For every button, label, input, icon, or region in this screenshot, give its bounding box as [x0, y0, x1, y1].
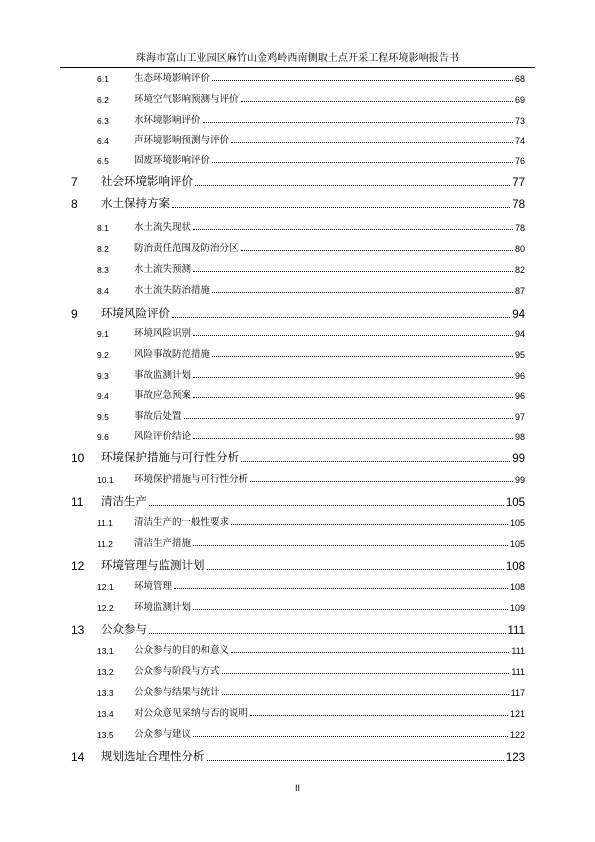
toc-entry-page: 111	[511, 646, 525, 656]
toc-entry-page: 98	[514, 432, 525, 442]
toc-entry-page: 94	[514, 329, 525, 339]
toc-entry-title: 风险评价结论	[134, 431, 192, 442]
toc-dot-leader	[193, 609, 508, 610]
toc-entry-number: 9.2	[97, 350, 109, 360]
toc-entry-page: 95	[514, 350, 525, 360]
toc-entry-number: 14	[71, 750, 85, 764]
toc-section-entry[interactable]	[97, 705, 525, 719]
toc-entry-page: 76	[514, 156, 525, 166]
toc-entry-number: 12.2	[97, 603, 114, 613]
toc-entry-number: 8.3	[97, 265, 109, 275]
toc-entry-number: 10.1	[97, 475, 114, 485]
toc-entry-number: 9.6	[97, 432, 109, 442]
toc-dot-leader	[212, 356, 513, 357]
toc-chapter-entry[interactable]	[71, 449, 525, 465]
toc-dot-leader	[222, 673, 510, 674]
toc-dot-leader	[184, 418, 513, 419]
toc-section-entry[interactable]	[97, 514, 525, 528]
toc-entry-title: 公众参与建议	[134, 729, 192, 740]
toc-entry-number: 6.5	[97, 156, 109, 166]
toc-dot-leader	[241, 101, 513, 102]
toc-entry-page: 82	[514, 265, 525, 275]
toc-entry-title: 对公众意见采纳与否的说明	[134, 708, 249, 719]
toc-section-entry[interactable]	[97, 367, 525, 381]
toc-dot-leader	[149, 505, 504, 506]
toc-entry-title: 环境风险识别	[134, 328, 192, 339]
page-number: II	[294, 783, 300, 793]
toc-dot-leader	[172, 207, 510, 208]
toc-entry-number: 13.3	[97, 688, 114, 698]
toc-section-entry[interactable]	[97, 428, 525, 442]
toc-section-entry[interactable]	[97, 91, 525, 105]
toc-entry-page: 123	[505, 752, 525, 764]
toc-dot-leader	[231, 652, 509, 653]
toc-entry-title: 风险事故防范措施	[134, 349, 211, 360]
toc-entry-title: 固废环境影响评价	[134, 155, 211, 166]
toc-entry-number: 6.4	[97, 136, 109, 146]
toc-entry-page: 96	[514, 391, 525, 401]
toc-dot-leader	[149, 633, 506, 634]
toc-entry-page: 109	[509, 603, 525, 613]
toc-entry-number: 12.1	[97, 582, 114, 592]
toc-entry-title: 环境风险评价	[101, 306, 170, 320]
toc-entry-title: 清洁生产措施	[134, 538, 192, 549]
toc-dot-leader	[212, 292, 513, 293]
toc-entry-number: 6.1	[97, 74, 109, 84]
toc-chapter-entry[interactable]	[71, 195, 525, 211]
toc-entry-page: 108	[509, 582, 525, 592]
toc-entry-number: 13.2	[97, 667, 114, 677]
toc-chapter-entry[interactable]	[71, 493, 525, 509]
toc-dot-leader	[241, 250, 513, 251]
toc-dot-leader	[193, 438, 513, 439]
toc-entry-page: 117	[510, 688, 525, 698]
toc-entry-number: 6.2	[97, 95, 109, 105]
toc-dot-leader	[195, 185, 510, 186]
toc-entry-page: 122	[509, 730, 525, 740]
toc-entry-page: 78	[512, 199, 525, 211]
toc-dot-leader	[231, 524, 508, 525]
toc-entry-title: 公众参与	[101, 622, 147, 636]
toc-entry-title: 清洁生产	[101, 494, 147, 508]
toc-dot-leader	[193, 397, 513, 398]
toc-entry-number: 9.3	[97, 371, 109, 381]
toc-entry-page: 111	[507, 625, 525, 637]
toc-section-entry[interactable]	[97, 599, 525, 613]
toc-entry-page: 97	[514, 412, 525, 422]
toc-entry-number: 8.2	[97, 244, 109, 254]
toc-entry-title: 水土流失预测	[134, 264, 192, 275]
toc-entry-page: 77	[512, 177, 525, 189]
toc-entry-title: 事故应急预案	[134, 390, 192, 401]
toc-entry-page: 96	[514, 371, 525, 381]
toc-entry-title: 公众参与结果与统计	[134, 687, 220, 698]
toc-dot-leader	[193, 736, 508, 737]
toc-entry-page: 68	[514, 74, 525, 84]
toc-chapter-entry[interactable]	[71, 621, 525, 637]
toc-entry-number: 9.1	[97, 329, 109, 339]
toc-entry-page: 111	[511, 667, 525, 677]
toc-dot-leader	[250, 481, 513, 482]
toc-section-entry[interactable]	[97, 642, 525, 656]
toc-section-entry[interactable]	[97, 152, 525, 166]
toc-section-entry[interactable]	[97, 663, 525, 677]
toc-entry-page: 108	[505, 561, 525, 573]
toc-section-entry[interactable]	[97, 325, 525, 339]
toc-entry-page: 105	[505, 497, 525, 509]
toc-dot-leader	[203, 122, 513, 123]
toc-section-entry[interactable]	[97, 132, 525, 146]
toc-entry-title: 环境监测计划	[134, 602, 192, 613]
toc-entry-number: 9.4	[97, 391, 109, 401]
toc-entry-title: 公众参与的目的和意义	[134, 645, 230, 656]
toc-entry-number: 8.4	[97, 286, 109, 296]
toc-entry-title: 事故监测计划	[134, 370, 192, 381]
toc-entry-title: 环境管理与监测计划	[101, 558, 205, 572]
toc-dot-leader	[212, 80, 513, 81]
toc-entry-page: 87	[514, 286, 525, 296]
toc-entry-number: 11.1	[97, 518, 113, 528]
toc-section-entry[interactable]	[97, 535, 525, 549]
toc-entry-title: 声环境影响预测与评价	[134, 135, 230, 146]
toc-entry-title: 水土保持方案	[101, 196, 170, 210]
toc-entry-page: 74	[514, 136, 525, 146]
toc-entry-page: 99	[512, 453, 525, 465]
toc-dot-leader	[207, 760, 504, 761]
toc-dot-leader	[207, 569, 504, 570]
toc-entry-page: 121	[509, 709, 525, 719]
toc-dot-leader	[193, 271, 513, 272]
toc-section-entry[interactable]	[97, 408, 525, 422]
toc-section-entry[interactable]	[97, 219, 525, 233]
toc-dot-leader	[212, 162, 513, 163]
toc-dot-leader	[193, 335, 513, 336]
toc-dot-leader	[231, 142, 513, 143]
toc-entry-title: 环境保护措施与可行性分析	[134, 474, 249, 485]
toc-chapter-entry[interactable]	[71, 557, 525, 573]
toc-entry-number: 10	[71, 451, 85, 465]
toc-section-entry[interactable]	[97, 387, 525, 401]
toc-dot-leader	[193, 229, 513, 230]
toc-entry-title: 规划选址合理性分析	[101, 749, 205, 763]
toc-entry-title: 环境保护措施与可行性分析	[101, 450, 239, 464]
toc-entry-title: 事故后处置	[134, 411, 182, 422]
toc-entry-title: 水土流失现状	[134, 222, 192, 233]
toc-entry-number: 11.2	[97, 539, 113, 549]
toc-entry-number: 13.1	[97, 646, 114, 656]
toc-entry-page: 73	[514, 116, 525, 126]
toc-dot-leader	[250, 715, 508, 716]
toc-dot-leader	[172, 317, 510, 318]
toc-section-entry[interactable]	[97, 578, 525, 592]
toc-section-entry[interactable]	[97, 261, 525, 275]
toc-section-entry[interactable]	[97, 240, 525, 254]
toc-entry-page: 80	[514, 244, 525, 254]
toc-dot-leader	[241, 461, 510, 462]
toc-section-entry[interactable]	[97, 471, 525, 485]
toc-entry-title: 环境空气影响预测与评价	[134, 94, 239, 105]
toc-entry-number: 9.5	[97, 412, 109, 422]
toc-entry-number: 13	[71, 623, 85, 637]
toc-chapter-entry[interactable]	[71, 748, 525, 764]
toc-entry-title: 清洁生产的一般性要求	[134, 517, 230, 528]
toc-entry-title: 水土流失防治措施	[134, 285, 211, 296]
toc-chapter-entry[interactable]	[71, 305, 525, 321]
toc-entry-page: 105	[509, 539, 525, 549]
toc-entry-title: 生态环境影响评价	[134, 73, 211, 84]
toc-entry-page: 78	[514, 223, 525, 233]
toc-entry-number: 6.3	[97, 116, 109, 126]
toc-section-entry[interactable]	[97, 346, 525, 360]
toc-entry-title: 社会环境影响评价	[101, 174, 193, 188]
toc-entry-page: 105	[509, 518, 525, 528]
toc-entry-number: 13.5	[97, 730, 114, 740]
toc-section-entry[interactable]	[97, 684, 525, 698]
toc-section-entry[interactable]	[97, 112, 525, 126]
toc-dot-leader	[193, 545, 508, 546]
toc-section-entry[interactable]	[97, 726, 525, 740]
toc-section-entry[interactable]	[97, 70, 525, 84]
toc-entry-title: 水环境影响评价	[134, 115, 201, 126]
toc-entry-number: 7	[71, 175, 78, 189]
toc-entry-number: 8	[71, 197, 78, 211]
toc-entry-page: 94	[512, 309, 525, 321]
toc-entry-number: 12	[71, 559, 85, 573]
toc-entry-number: 13.4	[97, 709, 114, 719]
toc-entry-title: 公众参与阶段与方式	[134, 666, 220, 677]
toc-entry-title: 防治责任范围及防治分区	[134, 243, 239, 254]
toc-section-entry[interactable]	[97, 282, 525, 296]
toc-entry-number: 9	[71, 307, 78, 321]
toc-dot-leader	[193, 377, 513, 378]
toc-entry-page: 99	[514, 475, 525, 485]
toc-entry-title: 环境管理	[134, 581, 173, 592]
toc-dot-leader	[174, 588, 508, 589]
toc-entry-page: 69	[514, 95, 525, 105]
toc-dot-leader	[222, 694, 509, 695]
toc-entry-number: 11	[71, 495, 84, 509]
toc-chapter-entry[interactable]	[71, 173, 525, 189]
toc-entry-number: 8.1	[97, 223, 109, 233]
document-header: 珠海市富山工业园区麻竹山金鸡岭西南侧取土点开采工程环境影响报告书	[135, 53, 460, 64]
